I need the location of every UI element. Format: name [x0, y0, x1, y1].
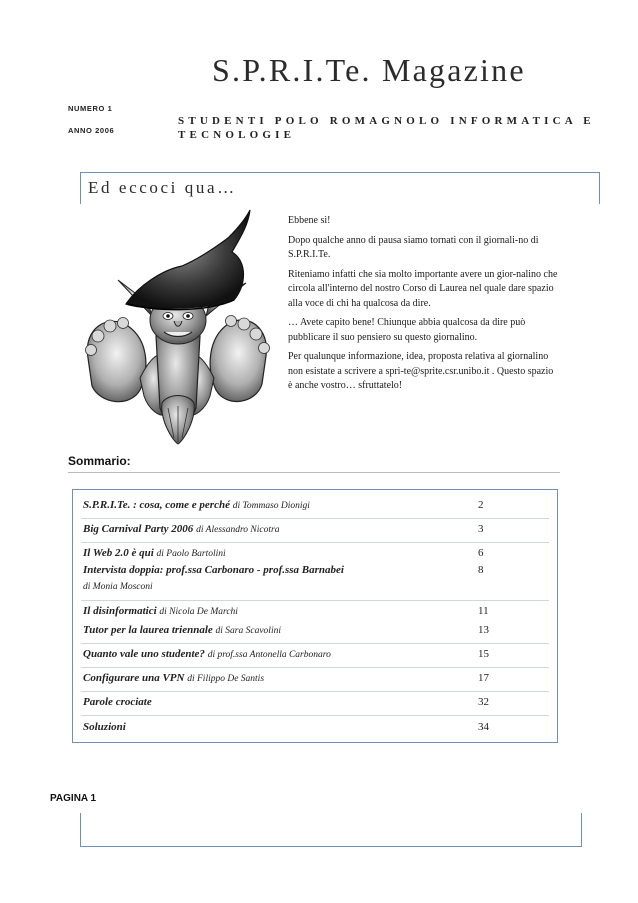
toc-title: Big Carnival Party 2006 — [83, 523, 194, 535]
toc-title: Il disinformatici — [83, 605, 157, 617]
intro-paragraph: Ebbene sì! — [288, 215, 331, 226]
toc-item[interactable] — [83, 648, 549, 660]
section-rule-top — [80, 172, 600, 173]
toc-title: Tutor per la laurea triennale — [83, 624, 213, 636]
issue-number: NUMERO 1 — [68, 104, 113, 113]
toc-page: 11 — [478, 605, 489, 617]
toc-page: 13 — [478, 624, 489, 636]
toc-separator — [81, 542, 549, 543]
toc-separator — [81, 518, 549, 519]
section-title: Ed eccoci qua… — [88, 178, 237, 197]
toc-separator — [81, 715, 549, 716]
toc-page: 8 — [478, 564, 484, 576]
toc-author: di Paolo Bartolini — [156, 549, 226, 559]
toc-title: Parole crociate — [83, 696, 152, 708]
toc-item[interactable] — [83, 672, 549, 684]
intro-text — [288, 214, 560, 399]
toc-page: 3 — [478, 523, 484, 535]
toc-title: Soluzioni — [83, 721, 126, 733]
toc-item[interactable] — [83, 547, 549, 559]
toc-page: 32 — [478, 696, 489, 708]
issue-year: ANNO 2006 — [68, 126, 115, 135]
section-rule-right — [599, 172, 600, 204]
toc-page: 15 — [478, 648, 489, 660]
toc-title: Intervista doppia: prof.ssa Carbonaro - prof.ssa Barnabei — [83, 564, 344, 576]
toc-page: 2 — [478, 499, 484, 511]
toc-author: di Filippo De Santis — [187, 674, 265, 684]
toc-author: di Nicola De Marchi — [159, 607, 238, 617]
toc-page: 34 — [478, 721, 489, 733]
toc-separator — [81, 667, 549, 668]
toc-title: S.P.R.I.Te. : cosa, come e perché — [83, 499, 230, 511]
toc-item[interactable] — [83, 696, 549, 708]
toc-title: Configurare una VPN — [83, 672, 185, 684]
toc-item[interactable] — [83, 605, 549, 617]
toc-item[interactable] — [83, 564, 549, 576]
sommario-label: Sommario: — [68, 454, 131, 468]
toc-author: di prof.ssa Antonella Carbonaro — [207, 650, 331, 660]
intro-paragraph: Dopo qualche anno di pausa siamo tornati con il giornali-no di S.P.R.I.Te. — [288, 234, 539, 260]
toc-item[interactable] — [83, 499, 549, 511]
toc-separator — [81, 600, 549, 601]
table-of-contents — [72, 489, 558, 743]
toc-author: di Tommaso Dionigi — [232, 501, 310, 511]
toc-title: Il Web 2.0 è qui — [83, 547, 154, 559]
intro-paragraph: Riteniamo infatti che sia molto importante avere un gior-nalino che circola all'interno del nostro Corso di Laurea nel quale dare spazio alla voce di chi ha qualcosa da dire. — [288, 268, 558, 309]
section-rule-left — [80, 172, 81, 204]
toc-author: di Monia Mosconi — [83, 582, 153, 592]
magazine-title: S.P.R.I.Te. Magazine — [212, 52, 526, 88]
page-number-label: PAGINA 1 — [50, 793, 97, 804]
intro-paragraph: Per qualunque informazione, idea, proposta relativa al giornalino non esistate a scrivere a spri-te@sprite.csr.unibo.it . Questo spazio è anche vostro… sfruttatelo! — [288, 351, 554, 391]
footer-rule-bottom — [80, 846, 582, 847]
toc-separator — [81, 691, 549, 692]
toc-item[interactable] — [83, 721, 549, 733]
intro-paragraph: … Avete capito bene! Chiunque abbia qualcosa da dire può pubblicare il suo pensiero su questo giornalino. — [288, 317, 526, 343]
gnome-illustration-icon — [78, 208, 273, 448]
footer-rule-right — [581, 813, 582, 847]
toc-separator — [81, 643, 549, 644]
magazine-subtitle: STUDENTI POLO ROMAGNOLO INFORMATICA E TECNOLOGIE — [178, 115, 595, 141]
footer-rule-left — [80, 813, 81, 847]
toc-author: di Sara Scavolini — [215, 626, 281, 636]
toc-item[interactable] — [83, 624, 549, 636]
toc-page: 17 — [478, 672, 489, 684]
toc-title: Quanto vale uno studente? — [83, 648, 205, 660]
toc-item[interactable] — [83, 523, 549, 535]
toc-author: di Alessandro Nicotra — [196, 525, 280, 535]
sommario-rule — [68, 472, 560, 473]
toc-page: 6 — [478, 547, 484, 559]
